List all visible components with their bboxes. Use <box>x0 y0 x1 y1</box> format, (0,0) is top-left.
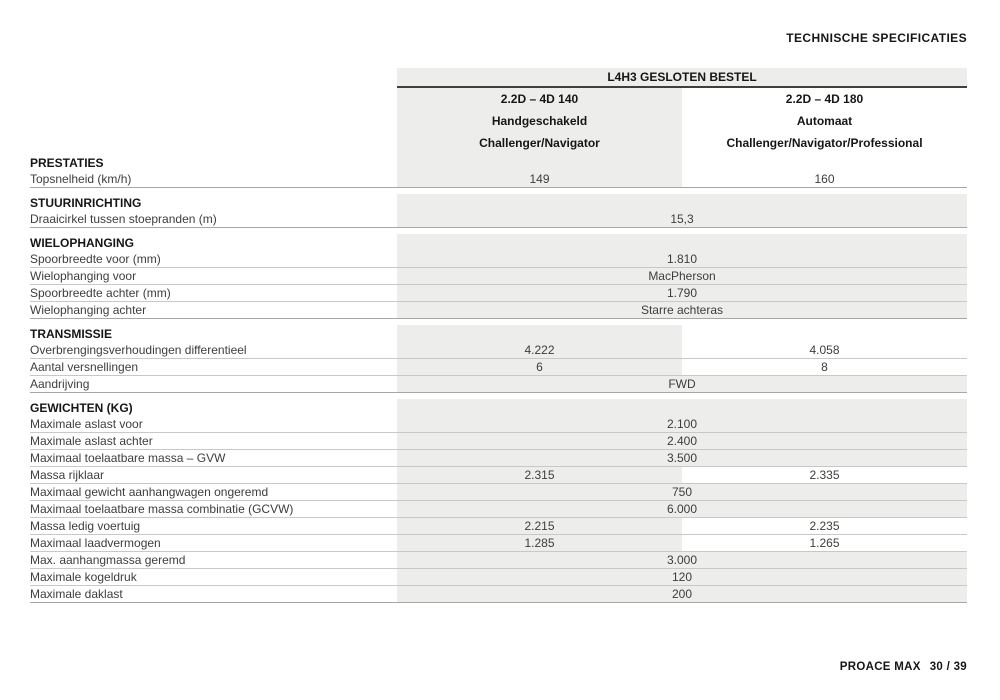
spec-row <box>30 467 967 484</box>
group-header: L4H3 GESLOTEN BESTEL <box>397 68 967 88</box>
spec-row-label: Maximaal gewicht aanhangwagen ongeremd <box>30 485 269 499</box>
section-header-fill <box>682 325 967 342</box>
footer-page-number: 30 / 39 <box>929 661 967 673</box>
engine-header-row <box>30 88 967 110</box>
section-header-fill <box>397 194 967 211</box>
spec-value-span: 750 <box>397 484 967 500</box>
page-footer <box>840 661 967 673</box>
spec-row-label: Wielophanging achter <box>30 303 147 317</box>
spec-row <box>30 302 967 319</box>
column-header-engine-2: 2.2D – 4D 180 <box>785 92 864 106</box>
grades-header-row <box>30 132 967 154</box>
spec-row <box>30 450 967 467</box>
spec-row <box>30 285 967 302</box>
spec-row-label: Wielophanging voor <box>30 269 137 283</box>
section-header-fill <box>397 234 967 251</box>
spec-row <box>30 251 967 268</box>
section-title: STUURINRICHTING <box>30 195 142 210</box>
spec-row-label: Spoorbreedte achter (mm) <box>30 286 171 300</box>
spec-row-label: Maximale aslast achter <box>30 434 153 448</box>
column-header-grades-1: Challenger/Navigator <box>397 132 682 154</box>
footer-model: PROACE MAX <box>839 661 921 673</box>
spec-row <box>30 569 967 586</box>
column-header-transmission-2: Automaat <box>796 114 853 128</box>
spec-row <box>30 416 967 433</box>
spec-value-col1: 6 <box>397 359 682 375</box>
spec-row-label: Spoorbreedte voor (mm) <box>30 252 161 266</box>
spec-section <box>30 154 967 188</box>
spec-value-span: 3.500 <box>397 450 967 466</box>
spec-row-label: Maximale daklast <box>30 587 123 601</box>
column-header-grades-2: Challenger/Navigator/Professional <box>726 136 923 150</box>
group-header-row <box>30 68 967 88</box>
spec-table <box>30 68 967 603</box>
spec-row-label: Overbrengingsverhoudingen differentieel <box>30 343 247 357</box>
section-header-row <box>30 194 967 211</box>
spec-row <box>30 342 967 359</box>
spec-row <box>30 484 967 501</box>
spec-row-label: Maximaal toelaatbare massa – GVW <box>30 451 226 465</box>
spec-value-span: 120 <box>397 569 967 585</box>
spec-section <box>30 399 967 603</box>
group-header-spacer <box>30 68 397 88</box>
section-title: WIELOPHANGING <box>30 235 134 250</box>
spec-value-col1: 2.215 <box>397 518 682 534</box>
spec-row-label: Maximale kogeldruk <box>30 570 137 584</box>
spec-value-col2: 4.058 <box>809 343 840 357</box>
spec-row <box>30 552 967 569</box>
spec-row <box>30 518 967 535</box>
spec-section <box>30 194 967 228</box>
section-header-fill <box>397 154 682 171</box>
section-header-row <box>30 154 967 171</box>
spec-value-span: 3.000 <box>397 552 967 568</box>
spec-value-col1: 1.285 <box>397 535 682 551</box>
spec-value-col1: 2.315 <box>397 467 682 483</box>
section-header-fill <box>682 154 967 171</box>
spec-value-span: 6.000 <box>397 501 967 517</box>
spec-value-span: FWD <box>397 376 967 392</box>
section-title: TRANSMISSIE <box>30 326 113 341</box>
spec-value-span: 2.400 <box>397 433 967 449</box>
spec-row-label: Draaicirkel tussen stoepranden (m) <box>30 212 217 226</box>
spec-section <box>30 234 967 319</box>
spec-row-label: Aandrijving <box>30 377 90 391</box>
section-title: PRESTATIES <box>30 155 104 170</box>
spec-row <box>30 433 967 450</box>
spec-value-col2: 8 <box>821 360 828 374</box>
spec-value-span: 1.810 <box>397 251 967 267</box>
spec-value-span: MacPherson <box>397 268 967 284</box>
spec-value-span: 1.790 <box>397 285 967 301</box>
section-header-fill <box>397 325 682 342</box>
spec-row-label: Massa rijklaar <box>30 468 105 482</box>
spec-row-label: Topsnelheid (km/h) <box>30 172 132 186</box>
spec-value-col1: 149 <box>397 171 682 187</box>
section-header-fill <box>397 399 967 416</box>
spec-row <box>30 268 967 285</box>
spec-sections <box>30 154 967 603</box>
spec-row <box>30 359 967 376</box>
spec-value-span: 15,3 <box>397 211 967 227</box>
spec-value-span: 200 <box>397 586 967 602</box>
spec-row <box>30 171 967 188</box>
spec-row <box>30 376 967 393</box>
spec-value-col2: 2.235 <box>809 519 840 533</box>
spec-value-col2: 160 <box>814 172 835 186</box>
spec-row <box>30 586 967 603</box>
spec-row <box>30 211 967 228</box>
transmission-header-row <box>30 110 967 132</box>
column-header-transmission-1: Handgeschakeld <box>397 110 682 132</box>
spec-value-col2: 1.265 <box>809 536 840 550</box>
spec-value-col2: 2.335 <box>809 468 840 482</box>
page-title: TECHNISCHE SPECIFICATIES <box>786 31 967 45</box>
spec-section <box>30 325 967 393</box>
section-header-row <box>30 325 967 342</box>
spec-row <box>30 535 967 552</box>
section-title: GEWICHTEN (KG) <box>30 400 133 415</box>
spec-row <box>30 501 967 518</box>
spec-value-col1: 4.222 <box>397 342 682 358</box>
spec-value-span: Starre achteras <box>397 302 967 318</box>
section-header-row <box>30 234 967 251</box>
spec-value-span: 2.100 <box>397 416 967 432</box>
spec-row-label: Max. aanhangmassa geremd <box>30 553 186 567</box>
spec-row-label: Maximaal toelaatbare massa combinatie (GCVW) <box>30 502 294 516</box>
section-header-row <box>30 399 967 416</box>
spec-row-label: Aantal versnellingen <box>30 360 139 374</box>
spec-row-label: Maximaal laadvermogen <box>30 536 161 550</box>
spec-row-label: Maximale aslast voor <box>30 417 143 431</box>
spec-row-label: Massa ledig voertuig <box>30 519 141 533</box>
column-header-engine-1: 2.2D – 4D 140 <box>397 88 682 110</box>
